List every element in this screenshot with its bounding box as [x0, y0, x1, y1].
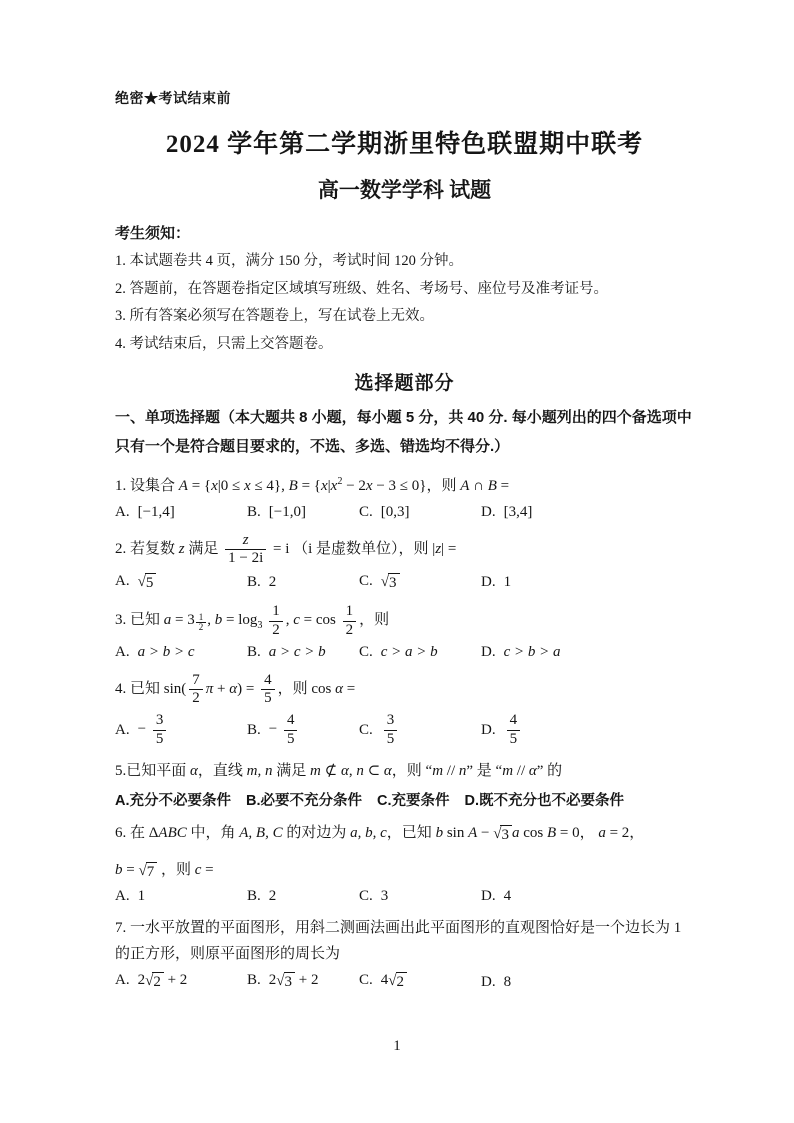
fraction — [189, 672, 203, 708]
radical-sign: √ — [138, 862, 147, 879]
text-run: = — [122, 861, 139, 878]
text-run: 5 — [286, 730, 295, 747]
text-run: [−1,0] — [268, 504, 306, 521]
math-variable: x — [244, 477, 251, 494]
text-run: 3 — [380, 888, 389, 905]
radicand — [388, 573, 400, 593]
math-variable: α — [229, 681, 238, 698]
radicand — [500, 825, 512, 845]
option-label: A. — [115, 888, 130, 905]
text-run: ≤ 4}, — [250, 477, 289, 494]
text-run: 1 — [345, 603, 354, 620]
text-run: // — [443, 762, 459, 779]
math-variable: A — [460, 477, 470, 494]
text-run: − — [477, 825, 494, 842]
option-A — [115, 789, 231, 810]
text-run: , — [348, 762, 357, 779]
math-variable: z — [242, 532, 249, 549]
notice-heading: 考生须知： — [115, 225, 191, 242]
fraction — [284, 712, 298, 748]
text-run: | = — [441, 541, 457, 558]
option-label: C. — [359, 643, 373, 660]
text-run: 2 — [272, 621, 280, 638]
option-B — [246, 789, 362, 810]
option-C — [359, 712, 481, 748]
option-C — [377, 789, 450, 810]
text-run: 3 — [155, 712, 164, 729]
text-run: , — [285, 612, 294, 629]
text-run: = 0， — [556, 825, 599, 842]
text-run: cos — [519, 825, 547, 842]
option-label: C. — [359, 572, 373, 589]
radical — [493, 825, 512, 845]
fraction-denominator — [384, 731, 398, 748]
text-run: 必要不充分条件 — [260, 793, 362, 810]
options-row — [115, 504, 694, 521]
question-stem — [115, 858, 694, 884]
option-label: B. — [247, 888, 261, 905]
option-label: C. — [359, 888, 373, 905]
text-run: 2 — [137, 972, 146, 989]
text-run: 1. 设集合 — [115, 477, 179, 494]
fraction-numerator — [507, 712, 521, 730]
math-variable: A, B, C — [239, 825, 283, 842]
math-variable: A — [178, 477, 188, 494]
question-7 — [115, 916, 694, 992]
radicand — [284, 972, 296, 992]
text-run: ” 的 — [536, 762, 563, 779]
option-label: D. — [481, 574, 496, 591]
text-run: 2 — [192, 690, 200, 707]
text-run: |0 ≤ — [217, 477, 245, 494]
text-run: ⊂ — [363, 762, 384, 779]
option-D — [481, 974, 694, 991]
option-label: D. — [481, 504, 496, 521]
math-variable: x — [365, 477, 373, 494]
math-variable: m — [310, 762, 321, 779]
math-variable: B — [487, 477, 497, 494]
fraction-numerator — [225, 532, 266, 550]
math-variable: α — [190, 762, 198, 779]
options-row — [115, 573, 694, 593]
security-label: 绝密★考试结束前 — [115, 92, 231, 107]
text-run: 4 — [380, 972, 389, 989]
option-B — [247, 504, 359, 521]
option-label: A. — [115, 793, 130, 810]
question-stem — [115, 821, 694, 847]
text-run: 2 — [268, 574, 277, 591]
notice-item: 4. 考试结束后，只需上交答题卷。 — [115, 335, 333, 352]
fraction — [507, 712, 521, 748]
option-label: D. — [464, 793, 479, 810]
option-A — [115, 888, 247, 905]
option-D — [481, 888, 694, 905]
radical-sign: √ — [276, 973, 285, 990]
text-run: 2 — [268, 972, 277, 989]
text-run: = { — [297, 477, 321, 494]
text-run: − — [137, 721, 150, 738]
option-label: B. — [247, 643, 261, 660]
option-label: D. — [481, 973, 496, 990]
text-run: ，直线 — [197, 762, 247, 779]
text-run: 充分不必要条件 — [129, 793, 231, 810]
fraction-denominator — [343, 622, 357, 639]
math-variable: α — [528, 762, 537, 779]
text-run: ，已知 — [386, 825, 436, 842]
text-run: ∩ — [469, 477, 488, 494]
question-6 — [115, 821, 694, 905]
text-run: + — [213, 681, 230, 698]
fraction-numerator — [343, 603, 357, 621]
fraction — [196, 613, 207, 633]
text-run: 5 — [386, 730, 395, 747]
candidate-notice — [115, 222, 694, 356]
option-C — [359, 504, 481, 521]
options-row — [115, 888, 694, 905]
fraction-numerator — [284, 712, 298, 730]
text-run: 1 — [272, 603, 280, 620]
text-run: ，则 “ — [391, 762, 433, 779]
option-D — [465, 789, 625, 810]
math-variable: c — [194, 861, 202, 878]
fraction-denominator — [507, 731, 521, 748]
text-run: 的对边为 — [282, 825, 351, 842]
text-run: 5 — [155, 730, 164, 747]
questions — [115, 473, 694, 993]
superscript: 2 — [337, 475, 343, 487]
option-D — [481, 712, 694, 748]
notice-item: 2. 答题前，在答题卷指定区域填写班级、姓名、考场号、座位号及准考证号。 — [115, 280, 608, 297]
option-B — [247, 972, 359, 992]
option-label: B. — [247, 504, 261, 521]
option-label: C. — [359, 721, 373, 738]
text-run: = cos — [299, 612, 340, 629]
text-run: = log — [222, 612, 258, 629]
fraction-denominator — [261, 690, 275, 707]
text-run: 7. 一水平放置的平面图形，用斜二测画法画出此平面图形的直观图恰好是一个边长为 1 的正方形，则原平面图形的周长为 — [115, 920, 682, 962]
math-variable: x — [211, 477, 218, 494]
fraction-denominator — [196, 623, 207, 632]
text-run: 1 — [137, 888, 146, 905]
option-label: C. — [377, 793, 392, 810]
page-number: 1 — [393, 1038, 401, 1054]
question-stem — [115, 603, 694, 639]
math-variable: α — [383, 762, 392, 779]
radical-sign: √ — [380, 573, 389, 590]
math-variable: a — [163, 612, 172, 629]
fraction — [343, 603, 357, 639]
math-variable: m, n — [246, 762, 273, 779]
text-run: = i （i 是虚数单位），则 | — [269, 541, 436, 558]
option-C — [359, 573, 481, 593]
question-stem — [115, 759, 694, 785]
text-run: 1 — [503, 574, 512, 591]
text-run: 8 — [503, 973, 512, 990]
option-B — [247, 888, 359, 905]
text-run: | — [327, 477, 331, 494]
option-label: B. — [246, 793, 261, 810]
section-intro: 一、单项选择题（本大题共 8 小题，每小题 5 分，共 40 分. 每小题列出的四个备选项中只有一个是符合题目要求的，不选、多选、错选均不得分.） — [115, 409, 692, 456]
math-variable: a > b > c — [137, 643, 195, 660]
option-label: C. — [359, 504, 373, 521]
text-run: = — [201, 861, 214, 878]
radicand — [145, 573, 157, 593]
option-A — [115, 712, 247, 748]
fraction-numerator — [261, 672, 275, 690]
option-label: B. — [247, 721, 261, 738]
option-B — [247, 712, 359, 748]
text-run: + 2 — [295, 972, 319, 989]
option-label: C. — [359, 972, 373, 989]
text-run: 3 — [284, 974, 292, 991]
text-run: 6. 在 Δ — [115, 825, 159, 842]
fraction-denominator — [284, 731, 298, 748]
option-A — [115, 504, 247, 521]
text-run: 5 — [145, 574, 154, 591]
option-D — [481, 504, 694, 521]
text-run: 5 — [509, 730, 518, 747]
fraction-denominator — [153, 731, 167, 748]
option-label: B. — [247, 972, 261, 989]
option-D — [481, 644, 694, 661]
question-2 — [115, 532, 694, 592]
text-run: − — [268, 721, 281, 738]
options-row — [115, 972, 694, 992]
math-variable: x — [330, 477, 338, 494]
text-run: ) = — [237, 681, 259, 698]
text-run: + 2 — [163, 972, 188, 989]
math-variable: a, b, c — [350, 825, 387, 842]
math-variable: n — [356, 762, 364, 779]
fraction — [269, 603, 283, 639]
math-variable: m — [432, 762, 444, 779]
math-variable: a > c > b — [268, 643, 326, 660]
fraction-numerator — [153, 712, 167, 730]
radical — [381, 573, 400, 593]
text-run: 中，角 — [186, 825, 240, 842]
option-A — [115, 972, 247, 992]
fraction-denominator — [225, 550, 266, 567]
text-run: 2. 若复数 — [115, 541, 179, 558]
math-variable: a — [598, 825, 606, 842]
text-run: 2 — [345, 621, 354, 638]
option-label: A. — [115, 972, 130, 989]
option-label: A. — [115, 572, 130, 589]
options-row — [115, 712, 694, 748]
text-run: 5.已知平面 — [115, 762, 191, 779]
text-run: 7 — [192, 671, 200, 688]
text-run: sin — [443, 825, 469, 842]
math-variable: c > a > b — [380, 643, 438, 660]
math-variable: α — [335, 681, 343, 698]
radical-sign: √ — [388, 973, 397, 990]
text-run: 2 — [268, 888, 277, 905]
math-variable: A — [468, 825, 478, 842]
question-4 — [115, 672, 694, 748]
math-variable: n — [458, 762, 467, 779]
text-run: 满足 — [184, 541, 223, 558]
text-run: 既不充分也不必要条件 — [479, 793, 624, 810]
radical — [388, 972, 407, 992]
text-run: = — [342, 681, 356, 698]
text-run: ，则 — [157, 861, 195, 878]
radical-sign: √ — [137, 573, 146, 590]
math-variable: z — [435, 541, 442, 558]
text-run: 4 — [503, 888, 512, 905]
text-run: 1 − 2i — [228, 550, 264, 567]
text-run: − 3 ≤ 0}，则 — [372, 477, 461, 494]
notice-item: 3. 所有答案必须写在答题卷上，写在试卷上无效。 — [115, 308, 434, 325]
math-variable: c > b > a — [503, 643, 561, 660]
option-C — [359, 644, 481, 661]
text-run: = — [496, 477, 510, 494]
fraction-numerator — [269, 603, 283, 621]
math-variable: π — [205, 681, 214, 698]
exam-title: 2024 学年第二学期浙里特色联盟期中联考 — [165, 131, 644, 158]
question-stem — [115, 473, 694, 500]
text-run: 2 — [198, 622, 204, 633]
text-run: 充要条件 — [391, 793, 450, 810]
text-run: 满足 — [272, 762, 311, 779]
text-run: 4 — [264, 671, 272, 688]
text-run: 3 — [501, 827, 509, 844]
option-label: D. — [481, 888, 496, 905]
radical-sign: √ — [145, 973, 154, 990]
text-run: = 2， — [605, 825, 645, 842]
fraction-numerator — [189, 672, 203, 690]
radical — [138, 862, 157, 882]
subscript: 3 — [257, 620, 263, 632]
text-run: // — [513, 762, 529, 779]
text-run: ，则 — [359, 612, 390, 629]
text-run: 7 — [146, 863, 155, 880]
option-C — [359, 972, 481, 992]
text-run: [−1,4] — [137, 504, 175, 521]
option-A — [115, 573, 247, 593]
option-C — [359, 888, 481, 905]
section-heading: 选择题部分 — [354, 373, 455, 395]
radical-sign: √ — [493, 826, 502, 843]
option-D — [481, 574, 694, 591]
text-run: = { — [187, 477, 212, 494]
notice-item: 1. 本试题卷共 4 页，满分 150 分，考试时间 120 分钟。 — [115, 253, 463, 270]
radicand — [152, 972, 164, 992]
text-run: − 2 — [342, 477, 366, 494]
math-variable: c — [293, 612, 300, 629]
option-label: B. — [247, 574, 261, 591]
text-run — [262, 613, 266, 629]
radicand — [146, 862, 158, 882]
math-variable: α — [340, 762, 349, 779]
math-variable: b — [435, 825, 444, 842]
options-row — [115, 789, 694, 810]
question-5 — [115, 759, 694, 811]
math-variable: a — [511, 825, 520, 842]
math-variable: ABC — [158, 825, 187, 842]
question-stem — [115, 532, 694, 568]
option-A — [115, 644, 247, 661]
text-run: = 3 — [171, 612, 195, 629]
exam-subtitle: 高一数学学科 试题 — [317, 178, 492, 202]
radical — [145, 972, 164, 992]
question-1 — [115, 473, 694, 522]
text-run: ⊄ — [320, 762, 341, 779]
radical — [138, 573, 157, 593]
text-run: 2 — [153, 974, 161, 991]
text-run: [0,3] — [380, 504, 410, 521]
math-variable: b — [214, 612, 223, 629]
options-row — [115, 644, 694, 661]
exponent-fraction — [195, 611, 208, 633]
question-stem — [115, 672, 694, 708]
text-run: 1 — [198, 611, 204, 622]
math-variable: x — [320, 477, 328, 494]
fraction — [261, 672, 275, 708]
radicand — [396, 972, 408, 992]
question-stem — [115, 916, 694, 967]
option-label: D. — [481, 643, 496, 660]
math-variable: B — [288, 477, 298, 494]
text-run: , — [207, 612, 215, 629]
option-B — [247, 574, 359, 591]
text-run: 3. 已知 — [115, 612, 164, 629]
text-run: ，则 cos — [277, 681, 336, 698]
text-run: 2 — [396, 974, 404, 991]
question-3 — [115, 603, 694, 661]
text-run: 4 — [509, 712, 518, 729]
option-label: D. — [481, 721, 496, 738]
fraction — [384, 712, 398, 748]
text-run: 3 — [386, 712, 395, 729]
text-run: 4 — [286, 712, 295, 729]
fraction-numerator — [384, 712, 398, 730]
fraction — [153, 712, 167, 748]
fraction-denominator — [269, 622, 283, 639]
option-label: A. — [115, 504, 130, 521]
text-run: ” 是 “ — [466, 762, 503, 779]
text-run: 3 — [389, 574, 397, 591]
math-variable: B — [546, 825, 557, 842]
text-run: [3,4] — [503, 504, 533, 521]
option-label: A. — [115, 643, 130, 660]
radical — [276, 972, 295, 992]
fraction-denominator — [189, 690, 203, 707]
math-variable: m — [502, 762, 514, 779]
math-variable: b — [115, 861, 123, 878]
math-variable: z — [178, 541, 185, 558]
text-run: 5 — [264, 690, 272, 707]
text-run: 4. 已知 sin( — [115, 681, 187, 698]
option-B — [247, 644, 359, 661]
option-label: A. — [115, 721, 130, 738]
fraction — [225, 532, 266, 568]
